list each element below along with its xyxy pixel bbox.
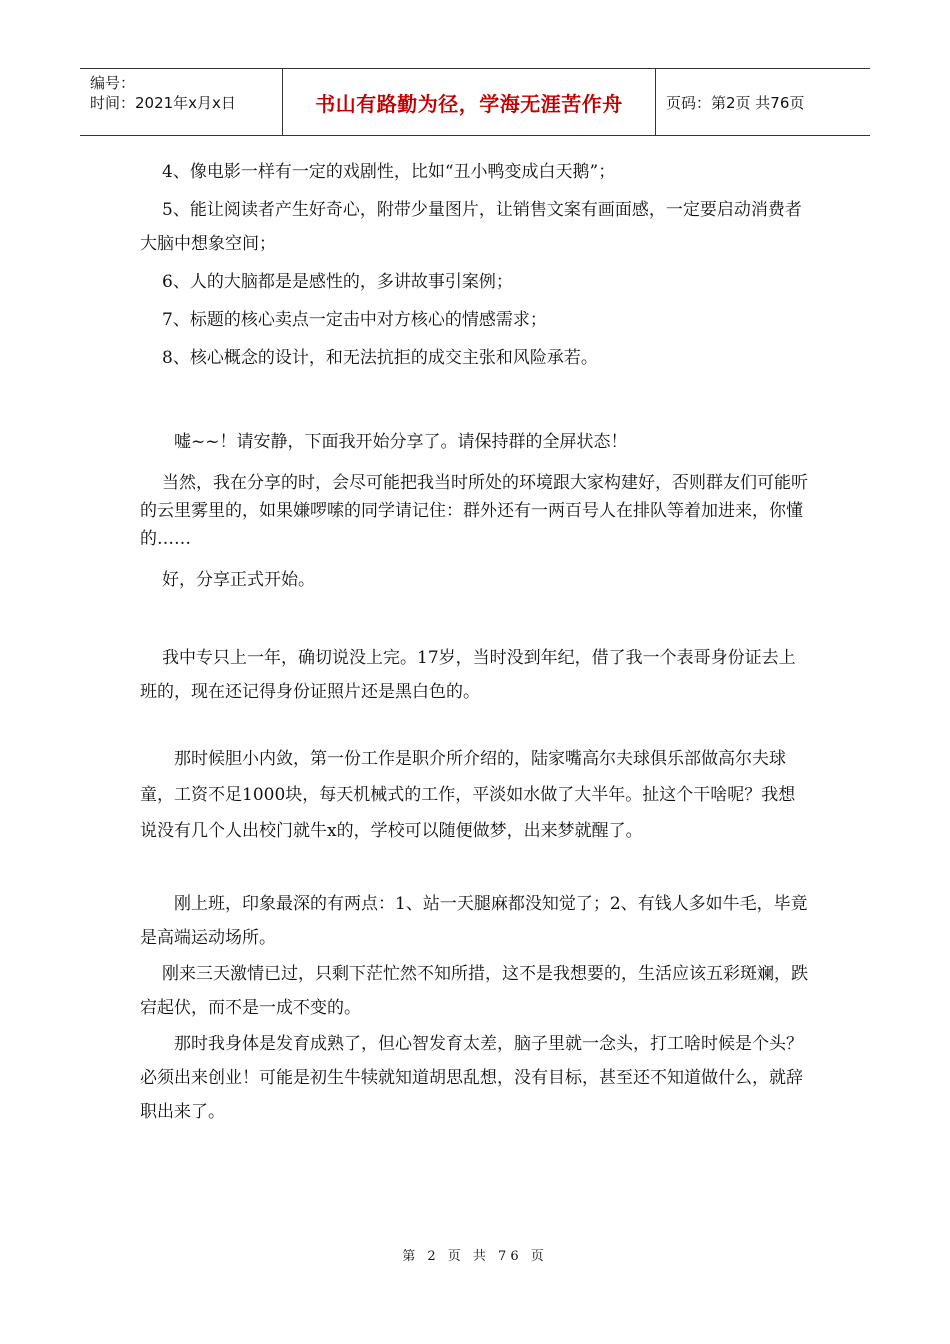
paragraph: 6、人的大脑都是是感性的，多讲故事引案例； (162, 272, 513, 292)
spacer (140, 849, 810, 887)
paragraph: 好，分享正式开始。 (162, 570, 315, 590)
page-footer: 第 2 页 共 76 页 (402, 1249, 548, 1264)
document-time-label: 时间：2021年x月x日 (90, 94, 236, 112)
spacer (140, 709, 810, 741)
paragraph: 我中专只上一年，确切说没上完。17岁，当时没到年纪，借了我一个表哥身份证去上班的，现在还记得身份证照片还是黑白色的。 (140, 648, 796, 702)
header-motto: 书山有路勤为径，学海无涯苦作舟 (283, 69, 656, 135)
document-header (80, 68, 870, 136)
paragraph: 刚上班，印象最深的有两点：1、站一天腿麻都没知觉了；2、有钱人多如牛毛，毕竟是高端运动场所。 (140, 894, 808, 948)
paragraph: 那时我身体是发育成熟了，但心智发育太差，脑子里就一念头，打工啥时候是个头？必须出来创业！可能是初生牛犊就知道胡思乱想，没有目标，甚至还不知道做什么，就辞职出来了。 (140, 1034, 803, 1122)
spacer (140, 597, 810, 641)
document-number-label: 编号： (90, 74, 136, 92)
paragraph: 当然，我在分享的时，会尽可能把我当时所处的环境跟大家构建好，否则群友们可能听的云里雾里的，如果嫌啰嗦的同学请记住：群外还有一两百号人在排队等着加进来，你懂的…… (140, 473, 808, 549)
spacer (140, 375, 810, 425)
paragraph: 刚来三天激情已过，只剩下茫忙然不知所措，这不是我想要的，生活应该五彩斑斓，跌宕起伏，而不是一成不变的。 (140, 964, 808, 1018)
paragraph: 7、标题的核心卖点一定击中对方核心的情感需求； (162, 310, 547, 330)
paragraph: 5、能让阅读者产生好奇心，附带少量图片，让销售文案有画面感，一定要启动消费者大脑中想象空间； (140, 200, 802, 254)
paragraph: 8、核心概念的设计，和无法抗拒的成交主张和风险承若。 (162, 348, 598, 368)
paragraph: 嘘~~！请安静，下面我开始分享了。请保持群的全屏状态！ (174, 432, 628, 452)
header-page-number: 页码：第2页 共76页 (666, 93, 805, 112)
document-body (140, 155, 810, 1129)
header-meta (80, 69, 283, 135)
paragraph: 4、像电影一样有一定的戏剧性，比如“丑小鸭变成白天鹅”； (162, 162, 616, 182)
paragraph: 那时候胆小内敛，第一份工作是职介所介绍的，陆家嘴高尔夫球俱乐部做高尔夫球童，工资不足1000块，每天机械式的工作，平淡如水做了大半年。扯这个干啥呢？我想说没有几个人出校门就牛x的，学校可以随便做梦，出来梦就醒了。 (140, 749, 796, 841)
